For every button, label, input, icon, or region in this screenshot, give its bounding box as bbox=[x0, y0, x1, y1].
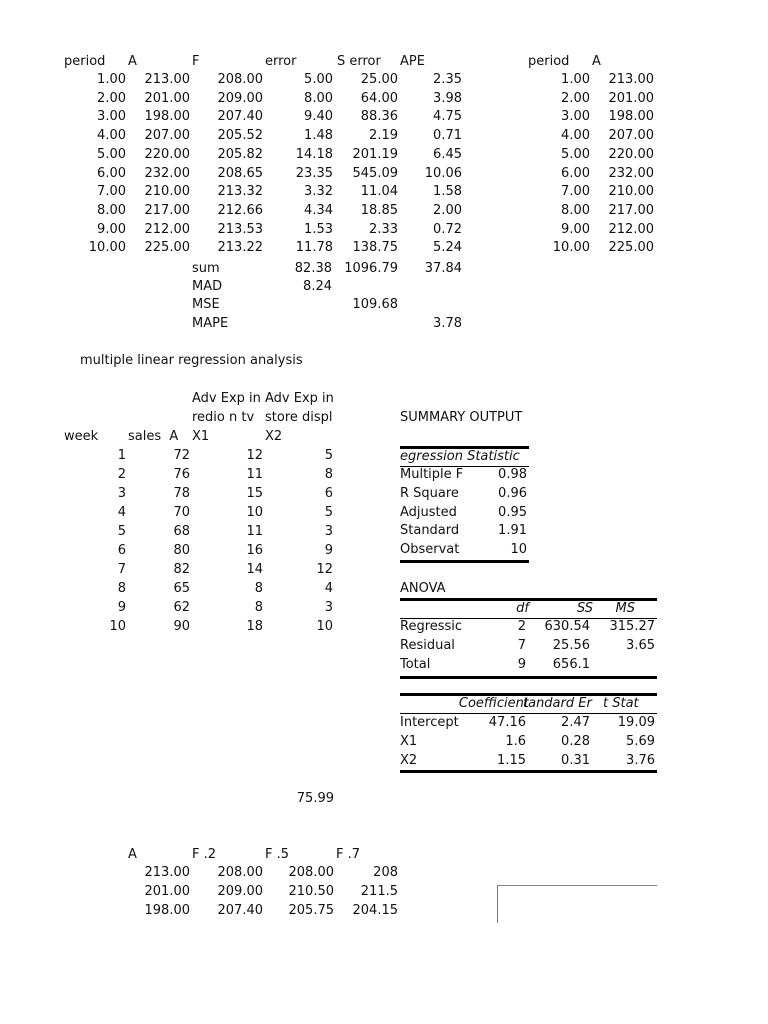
forecast-cell-f: 213.22 bbox=[217, 240, 263, 256]
right-cell-a: 220.00 bbox=[608, 146, 654, 162]
reg-stat-label: Standard bbox=[400, 523, 460, 539]
reg-cell-sales: 62 bbox=[173, 600, 190, 615]
reg-cell-x1: 15 bbox=[246, 486, 263, 501]
right-cell-period: 1.00 bbox=[561, 72, 590, 87]
col-x2: X2 bbox=[265, 429, 283, 444]
smooth-cell-f5: 210.50 bbox=[288, 884, 334, 899]
reg-stat-value: 10 bbox=[510, 542, 527, 558]
reg-cell-sales: 78 bbox=[173, 486, 190, 501]
right-cell-period: 8.00 bbox=[561, 202, 590, 218]
forecast-cell-error: 8.00 bbox=[304, 90, 333, 106]
forecast-cell-s-error: 11.04 bbox=[360, 184, 398, 200]
right-cell-a: 207.00 bbox=[608, 128, 654, 144]
reg-cell-sales: 90 bbox=[173, 619, 190, 634]
coef-cell: 1.15 bbox=[497, 753, 526, 768]
prediction-value: 75.99 bbox=[296, 791, 334, 806]
forecast-cell-f: 213.32 bbox=[217, 184, 263, 200]
reg-cell-week: 8 bbox=[117, 581, 126, 596]
forecast-cell-f: 208.65 bbox=[217, 165, 263, 181]
right-cell-a: 225.00 bbox=[608, 240, 654, 256]
smooth-cell-f5: 205.75 bbox=[288, 903, 334, 918]
coef-header-coefficient: Coefficient bbox=[458, 696, 529, 711]
reg-cell-sales: 68 bbox=[173, 524, 190, 539]
mad-label: MAD bbox=[192, 279, 223, 294]
reg-cell-sales: 65 bbox=[173, 581, 190, 596]
forecast-cell-ape: 0.71 bbox=[433, 128, 462, 144]
reg-cell-sales: 72 bbox=[173, 448, 190, 463]
forecast-cell-a: 213.00 bbox=[144, 72, 190, 87]
right-cell-a: 201.00 bbox=[608, 90, 654, 106]
anova-header-ss: SS bbox=[576, 601, 593, 616]
right-header-a: A bbox=[592, 54, 601, 69]
anova-header-df: df bbox=[516, 601, 529, 616]
reg-cell-sales: 82 bbox=[173, 562, 190, 577]
reg-stat-label: Adjusted bbox=[400, 504, 457, 520]
reg-cell-week: 7 bbox=[117, 562, 126, 577]
reg-stats-bottom-rule bbox=[400, 560, 529, 563]
forecast-cell-a: 212.00 bbox=[144, 221, 190, 237]
reg-cell-x1: 11 bbox=[246, 467, 263, 482]
reg-cell-x1: 11 bbox=[246, 524, 263, 539]
x2-header-line1: Adv Exp in bbox=[265, 391, 334, 406]
anova-cell: 630.54 bbox=[544, 619, 590, 634]
forecast-cell-period: 6.00 bbox=[97, 165, 126, 181]
right-cell-a: 210.00 bbox=[608, 184, 654, 200]
right-cell-period: 2.00 bbox=[561, 90, 590, 106]
coef-row-label: Intercept bbox=[400, 715, 459, 730]
anova-cell: 7 bbox=[517, 638, 526, 653]
forecast-cell-f: 209.00 bbox=[217, 90, 263, 106]
coef-cell: 1.6 bbox=[505, 734, 526, 749]
mape-value: 3.78 bbox=[433, 316, 462, 331]
forecast-cell-a: 232.00 bbox=[144, 165, 190, 181]
forecast-cell-f: 213.53 bbox=[217, 221, 263, 237]
forecast-cell-s-error: 88.36 bbox=[360, 109, 398, 125]
forecast-cell-f: 208.00 bbox=[217, 72, 263, 87]
forecast-cell-period: 4.00 bbox=[97, 128, 126, 144]
anova-header-ms bbox=[593, 600, 657, 618]
forecast-cell-a: 220.00 bbox=[144, 146, 190, 162]
header-error: error bbox=[265, 54, 297, 69]
reg-stat-value: 0.98 bbox=[498, 467, 527, 482]
right-header-period: period bbox=[528, 54, 570, 69]
header-ape: APE bbox=[400, 54, 425, 69]
frame-left-edge bbox=[497, 885, 498, 923]
reg-cell-x2: 3 bbox=[324, 600, 333, 615]
coef-cell: 47.16 bbox=[488, 715, 526, 730]
header-period: period bbox=[64, 54, 106, 69]
anova-cell: 25.56 bbox=[552, 638, 590, 653]
mse-value: 109.68 bbox=[352, 297, 398, 312]
reg-cell-x2: 5 bbox=[324, 505, 333, 520]
col-sales: sales A bbox=[128, 429, 179, 444]
smooth-cell-f7: 208 bbox=[373, 865, 398, 880]
smooth-cell-f7: 211.5 bbox=[360, 884, 398, 899]
forecast-cell-period: 1.00 bbox=[97, 72, 126, 87]
forecast-cell-s-error: 2.33 bbox=[369, 221, 398, 237]
coef-row-label: X1 bbox=[400, 734, 418, 749]
forecast-cell-s-error: 2.19 bbox=[369, 128, 398, 144]
reg-cell-x2: 6 bbox=[324, 486, 333, 501]
coef-cell: 2.47 bbox=[561, 715, 590, 730]
mad-value: 8.24 bbox=[303, 279, 332, 294]
reg-cell-week: 9 bbox=[117, 600, 126, 615]
reg-stats-header: egression Statistic bbox=[400, 449, 520, 464]
forecast-cell-ape: 4.75 bbox=[433, 109, 462, 125]
forecast-cell-s-error: 545.09 bbox=[352, 165, 398, 181]
anova-row-label: Residual bbox=[400, 638, 455, 653]
reg-cell-x2: 4 bbox=[324, 581, 333, 596]
forecast-cell-period: 9.00 bbox=[97, 221, 126, 237]
forecast-cell-error: 5.00 bbox=[304, 72, 333, 87]
smooth-header-f7: F .7 bbox=[336, 847, 361, 862]
smooth-cell-f7: 204.15 bbox=[352, 903, 398, 918]
forecast-cell-error: 11.78 bbox=[295, 240, 333, 256]
reg-stat-value: 0.95 bbox=[498, 504, 527, 520]
coef-bottom-rule bbox=[400, 770, 657, 773]
mse-label: MSE bbox=[192, 297, 220, 312]
reg-cell-week: 4 bbox=[117, 505, 126, 520]
reg-cell-x2: 3 bbox=[324, 524, 333, 539]
coef-row-label: X2 bbox=[400, 753, 418, 768]
forecast-cell-ape: 1.58 bbox=[433, 184, 462, 200]
coef-cell: 5.69 bbox=[626, 734, 655, 749]
reg-cell-week: 2 bbox=[117, 467, 126, 482]
right-cell-period: 9.00 bbox=[561, 221, 590, 237]
right-cell-period: 3.00 bbox=[561, 109, 590, 125]
reg-cell-week: 5 bbox=[117, 524, 126, 539]
coef-cell: 0.28 bbox=[561, 734, 590, 749]
reg-cell-x2: 10 bbox=[316, 619, 333, 634]
forecast-cell-ape: 5.24 bbox=[433, 240, 462, 256]
reg-cell-x1: 8 bbox=[254, 581, 263, 596]
forecast-cell-period: 3.00 bbox=[97, 109, 126, 125]
forecast-cell-ape: 10.06 bbox=[424, 165, 462, 181]
anova-title: ANOVA bbox=[400, 581, 446, 596]
reg-cell-week: 10 bbox=[109, 619, 126, 634]
sum-label: sum bbox=[192, 261, 220, 276]
forecast-cell-error: 14.18 bbox=[295, 146, 333, 162]
anova-bottom-rule bbox=[400, 676, 657, 679]
forecast-cell-a: 210.00 bbox=[144, 184, 190, 200]
right-cell-a: 198.00 bbox=[608, 109, 654, 125]
reg-cell-x1: 10 bbox=[246, 505, 263, 520]
col-week: week bbox=[64, 429, 99, 444]
smooth-cell-a: 213.00 bbox=[144, 865, 190, 880]
right-cell-period: 5.00 bbox=[561, 146, 590, 162]
coef-header-std-error: tandard Er bbox=[523, 696, 592, 711]
forecast-cell-period: 2.00 bbox=[97, 90, 126, 106]
reg-stat-label: Observat bbox=[400, 542, 460, 558]
forecast-cell-period: 7.00 bbox=[97, 184, 126, 200]
header-f: F bbox=[192, 54, 200, 69]
reg-cell-week: 3 bbox=[117, 486, 126, 501]
forecast-cell-f: 205.82 bbox=[217, 146, 263, 162]
forecast-cell-period: 8.00 bbox=[97, 202, 126, 218]
reg-stat-label: R Square bbox=[400, 485, 459, 501]
right-cell-a: 217.00 bbox=[608, 202, 654, 218]
forecast-cell-error: 4.34 bbox=[304, 202, 333, 218]
reg-cell-week: 1 bbox=[117, 448, 126, 463]
col-x1: X1 bbox=[192, 429, 210, 444]
right-cell-period: 4.00 bbox=[561, 128, 590, 144]
reg-cell-x2: 9 bbox=[324, 543, 333, 558]
forecast-cell-a: 201.00 bbox=[144, 90, 190, 106]
frame-top-edge bbox=[497, 885, 657, 886]
forecast-cell-period: 10.00 bbox=[88, 240, 126, 256]
forecast-cell-ape: 3.98 bbox=[433, 90, 462, 106]
forecast-cell-period: 5.00 bbox=[97, 146, 126, 162]
reg-stat-value: 0.96 bbox=[498, 485, 527, 501]
forecast-cell-f: 207.40 bbox=[217, 109, 263, 125]
reg-cell-sales: 70 bbox=[173, 505, 190, 520]
anova-header-ms-text: MS bbox=[615, 601, 635, 616]
smooth-cell-f5: 208.00 bbox=[288, 865, 334, 880]
anova-cell: 656.1 bbox=[552, 657, 590, 672]
reg-cell-x2: 5 bbox=[324, 448, 333, 463]
reg-cell-x2: 12 bbox=[316, 562, 333, 577]
forecast-cell-f: 212.66 bbox=[217, 202, 263, 218]
forecast-cell-s-error: 64.00 bbox=[360, 90, 398, 106]
forecast-cell-s-error: 25.00 bbox=[360, 72, 398, 87]
smooth-cell-f2: 208.00 bbox=[217, 865, 263, 880]
smooth-header-f2: F .2 bbox=[192, 847, 217, 862]
smooth-cell-f2: 209.00 bbox=[217, 884, 263, 899]
reg-cell-x1: 12 bbox=[246, 448, 263, 463]
forecast-cell-s-error: 201.19 bbox=[352, 146, 398, 162]
forecast-cell-ape: 2.00 bbox=[433, 202, 462, 218]
forecast-cell-error: 1.53 bbox=[304, 221, 333, 237]
reg-cell-sales: 76 bbox=[173, 467, 190, 482]
reg-stat-value: 1.91 bbox=[498, 523, 527, 539]
reg-stat-label: Multiple F bbox=[400, 467, 464, 482]
forecast-cell-s-error: 138.75 bbox=[352, 240, 398, 256]
anova-cell: 3.65 bbox=[626, 638, 655, 653]
reg-cell-week: 6 bbox=[117, 543, 126, 558]
forecast-cell-a: 225.00 bbox=[144, 240, 190, 256]
reg-cell-x2: 8 bbox=[324, 467, 333, 482]
reg-cell-sales: 80 bbox=[173, 543, 190, 558]
right-cell-a: 212.00 bbox=[608, 221, 654, 237]
anova-cell: 2 bbox=[517, 619, 526, 634]
forecast-cell-ape: 6.45 bbox=[433, 146, 462, 162]
forecast-cell-error: 9.40 bbox=[304, 109, 333, 125]
sum-error: 82.38 bbox=[294, 261, 332, 276]
forecast-cell-f: 205.52 bbox=[217, 128, 263, 144]
forecast-cell-error: 23.35 bbox=[295, 165, 333, 181]
coef-cell: 3.76 bbox=[626, 753, 655, 768]
reg-cell-x1: 18 bbox=[246, 619, 263, 634]
forecast-cell-a: 198.00 bbox=[144, 109, 190, 125]
anova-cell: 315.27 bbox=[609, 619, 655, 634]
anova-cell: 9 bbox=[517, 657, 526, 672]
right-cell-period: 7.00 bbox=[561, 184, 590, 200]
anova-row-label: Total bbox=[400, 657, 431, 672]
sum-ape: 37.84 bbox=[424, 261, 462, 276]
smooth-cell-f2: 207.40 bbox=[217, 903, 263, 918]
regression-title: multiple linear regression analysis bbox=[80, 353, 303, 368]
x1-header-line1: Adv Exp in bbox=[192, 391, 261, 406]
right-cell-period: 6.00 bbox=[561, 165, 590, 181]
smooth-cell-a: 198.00 bbox=[144, 903, 190, 918]
right-cell-a: 232.00 bbox=[608, 165, 654, 181]
coef-header-t-stat: t Stat bbox=[603, 696, 639, 711]
forecast-cell-a: 217.00 bbox=[144, 202, 190, 218]
x1-header-line2: redio n tv bbox=[192, 410, 255, 425]
reg-cell-x1: 8 bbox=[254, 600, 263, 615]
summary-title: SUMMARY OUTPUT bbox=[400, 410, 523, 425]
header-s-error: S error bbox=[337, 54, 381, 69]
coef-cell: 0.31 bbox=[561, 753, 590, 768]
reg-cell-x1: 16 bbox=[246, 543, 263, 558]
smooth-header-f5: F .5 bbox=[265, 847, 290, 862]
sum-s-error: 1096.79 bbox=[344, 261, 398, 276]
forecast-cell-error: 1.48 bbox=[304, 128, 333, 144]
x2-header-line2: store displ bbox=[265, 410, 333, 425]
forecast-cell-ape: 2.35 bbox=[433, 72, 462, 87]
anova-row-label: Regressic bbox=[400, 619, 463, 634]
coef-cell: 19.09 bbox=[617, 715, 655, 730]
forecast-cell-ape: 0.72 bbox=[433, 221, 462, 237]
forecast-cell-a: 207.00 bbox=[144, 128, 190, 144]
mape-label: MAPE bbox=[192, 316, 229, 331]
forecast-cell-error: 3.32 bbox=[304, 184, 333, 200]
right-cell-a: 213.00 bbox=[608, 72, 654, 87]
forecast-cell-s-error: 18.85 bbox=[360, 202, 398, 218]
header-a: A bbox=[128, 54, 137, 69]
smooth-header-a: A bbox=[128, 847, 137, 862]
reg-cell-x1: 14 bbox=[246, 562, 263, 577]
smooth-cell-a: 201.00 bbox=[144, 884, 190, 899]
right-cell-period: 10.00 bbox=[552, 240, 590, 256]
